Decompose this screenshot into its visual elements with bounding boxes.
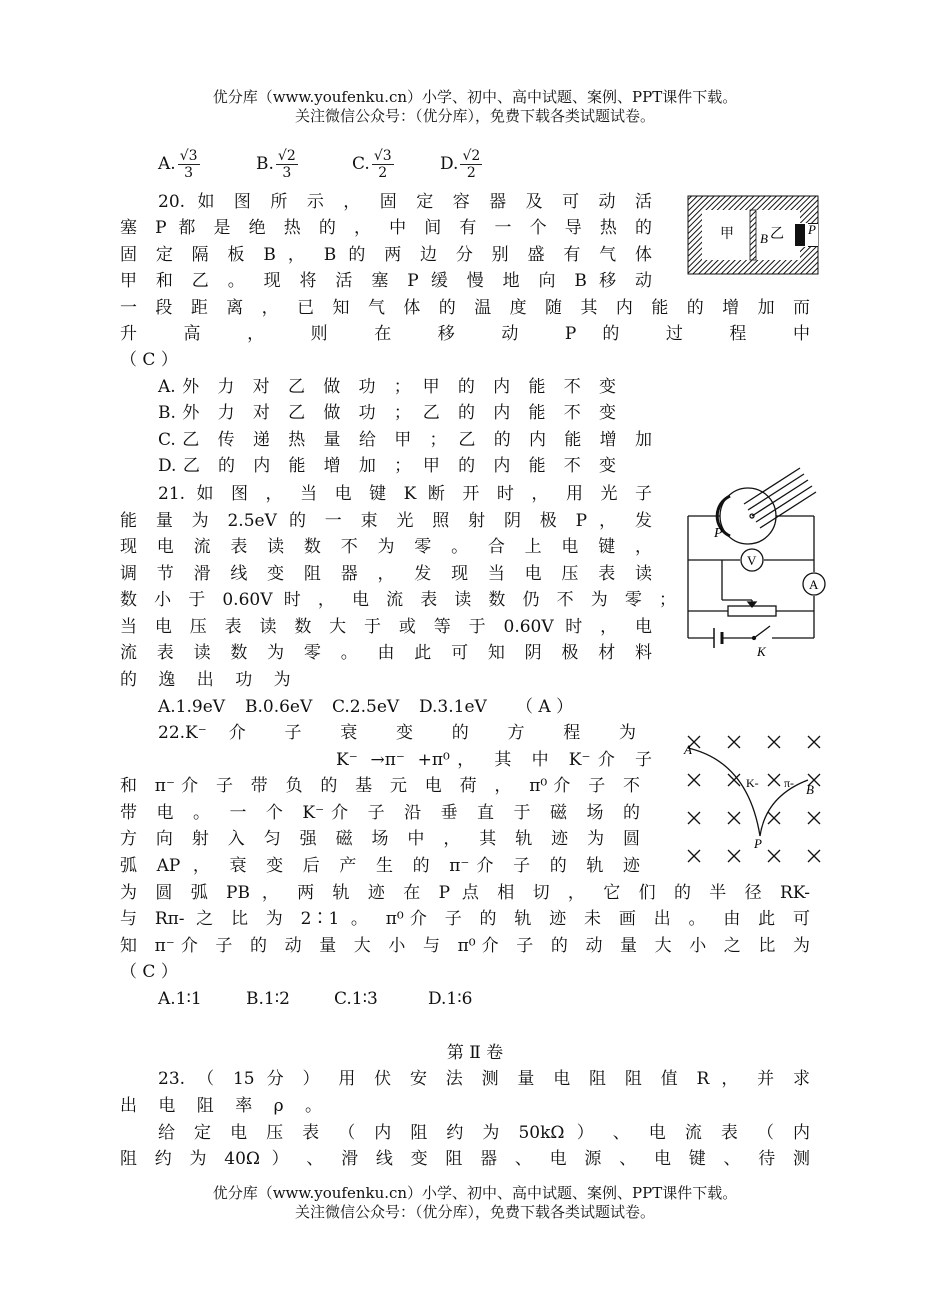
piston-p [795,224,805,246]
q21-line: 21. 如 图 ， 当 电 键 K 断 开 时 ， 用 光 子 [158,484,652,504]
q20-option-b: B.外 力 对 乙 做 功 ； 乙 的 内 能 不 变 [158,403,616,423]
q22-line: 22.K⁻ 介 子 衰 变 的 方 程 为 [158,723,636,743]
point-a-label: A [684,742,692,757]
q20-line: 升 高 ， 则 在 移 动 P 的 过 程 中 [120,324,810,344]
footer-line-1: 优分库（www.youfenku.cn）小学、初中、高中试题、案例、PPT课件下载。 [212,1184,738,1202]
gas-jia-label: 甲 [720,227,734,242]
cathode-p-label: P [714,526,723,541]
q21-line: 当 电 压 表 读 数 大 于 或 等 于 0.60V 时 ， 电 [120,617,652,637]
q19-option-b: B. $\frac{√2}{3}$ [256,148,296,181]
q21-line: 调 节 滑 线 变 阻 器 ， 发 现 当 电 压 表 读 [120,564,652,584]
q21-answer: （ A ） [516,697,574,717]
q23-line: 23. （ 15 分 ） 用 伏 安 法 测 量 电 阻 阻 值 R ， 并 求 [158,1069,810,1089]
q20-answer: （ C ） [120,350,178,370]
point-p-label: P [754,836,762,851]
q23-line: 出 电 阻 率 ρ 。 [120,1096,331,1116]
q20-line: 塞 P 都 是 绝 热 的 ， 中 间 有 一 个 导 热 的 [120,218,652,238]
q21-circuit-figure [680,460,830,660]
q22-magnetic-field-figure [680,728,830,868]
q22-option-c: C.1∶3 [334,989,378,1009]
point-b-label: B [806,782,814,797]
piston-p-label: P [808,222,816,237]
q22-line: 为 圆 弧 PB ， 两 轨 迹 在 P 点 相 切 ， 它 们 的 半 径 RK- [120,883,810,903]
q22-option-d: D.1∶6 [428,989,473,1009]
section-title: 第 Ⅱ 卷 [446,1043,504,1063]
kaon-label: K- [746,776,759,790]
q21-option-b: B.0.6eV [245,697,313,717]
ammeter-label: A [809,577,819,592]
q22-line: 知 π⁻介 子 的 动 量 大 小 与 π⁰介 子 的 动 量 大 小 之 比 为 [120,936,810,956]
q20-container-figure [680,190,820,280]
q21-line: 流 表 读 数 为 零 。 由 此 可 知 阴 极 材 料 [120,643,652,663]
voltmeter-label: V [747,553,757,568]
q22-line: 方 向 射 入 匀 强 磁 场 中 ， 其 轨 迹 为 圆 [120,829,640,849]
header-line-2: 关注微信公众号：（优分库），免费下载各类试题试卷。 [294,107,655,125]
switch-k [754,626,770,638]
q19-option-a: A. $\frac{√3}{3}$ [158,148,198,181]
switch-k-label: K [757,644,766,659]
q20-line: 20. 如 图 所 示 ， 固 定 容 器 及 可 动 活 [158,192,652,212]
q22-line: 弧 AP ， 衰 变 后 产 生 的 π⁻介 子 的 轨 迹 [120,856,640,876]
q23-line: 给 定 电 压 表 （ 内 阻 约 为 50kΩ ） 、 电 流 表 （ 内 [158,1123,810,1143]
q20-line: 固 定 隔 板 B ， B 的 两 边 分 别 盛 有 气 体 [120,245,652,265]
q20-option-a: A.外 力 对 乙 做 功 ； 甲 的 内 能 不 变 [158,377,616,397]
q21-line: 的 逸 出 功 为 [120,670,299,690]
q20-option-d: D.乙 的 内 能 增 加 ； 甲 的 内 能 不 变 [158,456,616,476]
q21-option-c: C.2.5eV [332,697,400,717]
q21-option-d: D.3.1eV [419,697,487,717]
q22-option-a: A.1∶1 [158,989,202,1009]
pion-label: π- [784,776,795,790]
q22-line: 带 电 。 一 个 K⁻介 子 沿 垂 直 于 磁 场 的 [120,803,640,823]
q22-answer: （ C ） [120,962,178,982]
partition-b [750,210,756,260]
q22-option-b: B.1∶2 [246,989,290,1009]
q20-line: 甲 和 乙 。 现 将 活 塞 P 缓 慢 地 向 B 移 动 [120,271,652,291]
partition-b-label: B [760,231,768,246]
footer-line-2: 关注微信公众号：（优分库），免费下载各类试题试卷。 [294,1203,655,1221]
q20-option-c: C.乙 传 递 热 量 给 甲 ； 乙 的 内 能 增 加 [158,430,652,450]
q19-option-c: C. $\frac{√3}{2}$ [352,148,392,181]
q22-line: 和 π⁻介 子 带 负 的 基 元 电 荷 ， π⁰介 子 不 [120,776,640,796]
q21-option-a: A.1.9eV [158,697,226,717]
q20-line: 一 段 距 离 ， 已 知 气 体 的 温 度 随 其 内 能 的 增 加 而 [120,298,810,318]
q22-line: K⁻ →π⁻ +π⁰， 其 中 K⁻介 子 [336,750,652,770]
gas-yi-label: 乙 [770,227,784,242]
q19-option-d: D. $\frac{√2}{2}$ [440,148,481,181]
header-line-1: 优分库（www.youfenku.cn）小学、初中、高中试题、案例、PPT课件下载。 [212,88,738,106]
q21-line: 现 电 流 表 读 数 不 为 零 。 合 上 电 键 ， [120,537,652,557]
q22-line: 与 Rπ- 之 比 为 2∶1 。 π⁰介 子 的 轨 迹 未 画 出 。 由 此 可 [120,909,810,929]
q21-line: 数 小 于 0.60V 时 ， 电 流 表 读 数 仍 不 为 零 ； [120,590,676,610]
q23-line: 阻 约 为 40Ω ） 、 滑 线 变 阻 器 、 电 源 、 电 键 、 待 测 [120,1149,810,1169]
q21-line: 能 量 为 2.5eV 的 一 束 光 照 射 阴 极 P ， 发 [120,511,652,531]
